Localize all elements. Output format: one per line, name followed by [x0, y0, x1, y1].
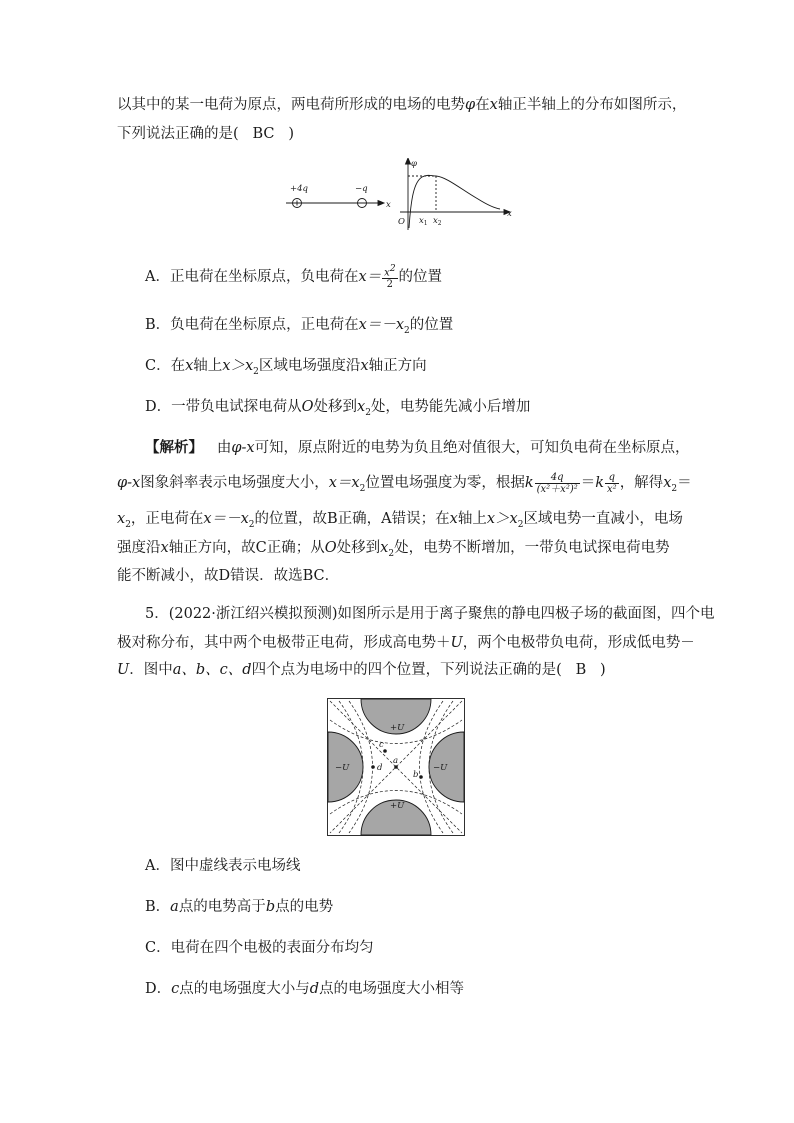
left-electrode-label: −U	[335, 763, 350, 773]
analysis-line-4	[117, 538, 670, 564]
analysis-text: 强度沿	[117, 540, 161, 556]
option-text: 点的电势	[275, 899, 334, 915]
analysis-line-3	[117, 509, 683, 535]
math: a	[170, 899, 179, 915]
x-symbol: x	[489, 97, 498, 113]
numerator: 4q	[535, 472, 580, 484]
q5-option-a	[145, 856, 300, 876]
origin-label: O	[398, 217, 405, 227]
subscript: 2	[365, 407, 371, 418]
option-text: 处，电势能先减小后增加	[370, 399, 531, 415]
option-text: 区域电场强度沿	[258, 358, 361, 374]
q5-stem-line-3	[117, 660, 606, 680]
q4-stem-line-2	[117, 124, 294, 144]
x-axis-label: x	[507, 209, 512, 219]
math: O	[301, 399, 314, 415]
math: O	[324, 540, 337, 556]
charge-axis-arrow-icon	[378, 201, 384, 206]
math: x＞x	[222, 358, 254, 374]
q4-stem-line-1	[117, 95, 686, 115]
analysis-text: 处移到	[336, 540, 381, 556]
numerator: $x^2$	[384, 264, 396, 279]
math: x	[449, 511, 458, 527]
analysis-text: ，正电荷在	[130, 511, 204, 527]
math: c	[171, 981, 180, 997]
top-electrode-label: +U	[390, 723, 405, 733]
phi-axis-label: φ	[411, 159, 417, 169]
math: x	[185, 358, 194, 374]
math: φ-x	[231, 440, 255, 456]
option-text: C．电荷在四个电极的表面分布均匀	[145, 940, 374, 956]
analysis-text: 轴上	[457, 511, 487, 527]
subscript: 2	[248, 519, 255, 530]
math: x	[357, 399, 366, 415]
math: x＞x	[486, 511, 518, 527]
math: ＝	[580, 475, 596, 491]
q4-option-d	[145, 397, 530, 423]
q5-stem-text: 5．(2022·浙江绍兴模拟预测)如图所示是用于离子聚焦的静电四极子场的截面图，四个电	[145, 606, 715, 622]
analysis-text: 轴正方向，故C正确；从	[168, 540, 325, 556]
phi-axis-arrow-icon	[406, 158, 411, 164]
subscript: 2	[359, 483, 366, 494]
denominator: x²	[607, 483, 617, 495]
subscript: 2	[253, 366, 259, 377]
math: x	[117, 511, 126, 527]
analysis-text: 位置电场强度为零，根据	[365, 475, 525, 491]
option-text: 处移到	[313, 399, 358, 415]
subscript: 2	[388, 548, 395, 559]
point-a-label: a	[393, 756, 399, 766]
option-text: B．	[145, 899, 171, 915]
point-d	[371, 765, 375, 769]
x2-label: $x_2$	[433, 216, 442, 227]
analysis-text: 的位置，故B正确，A错误；在	[254, 511, 450, 527]
option-text: D．	[145, 981, 172, 997]
point-b-label: b	[413, 770, 419, 780]
math: x＝－x	[203, 511, 249, 527]
phi-symbol: φ	[465, 97, 476, 113]
numerator: q	[605, 472, 619, 484]
q5-answer: B	[575, 662, 587, 678]
q4-stem-text: 在	[475, 97, 490, 113]
q5-stem-line-2	[117, 633, 695, 653]
charge-axis-label: x	[386, 200, 391, 210]
math: x	[360, 358, 369, 374]
q4-figure	[282, 158, 517, 230]
fraction	[382, 264, 397, 290]
denominator: 2	[386, 279, 394, 291]
q5-option-c	[145, 938, 374, 958]
q5-figure	[327, 698, 465, 836]
q5-stem-text: ．图中	[129, 662, 173, 678]
analysis-text: ＝	[677, 475, 692, 491]
right-electrode-label: −U	[433, 763, 448, 773]
q4-stem-text: 以其中的某一电荷为原点，两电荷所形成的电场的电势	[117, 97, 465, 113]
math: x	[663, 475, 672, 491]
q4-stem-text: 轴正半轴上的分布如图所示，	[497, 97, 687, 113]
point-c-label: c	[379, 740, 384, 750]
analysis-line-5	[117, 566, 339, 586]
q4-option-a	[145, 264, 442, 290]
option-text: 点的电场强度大小相等	[319, 981, 465, 997]
math: x＝－x	[358, 317, 405, 333]
q5-stem-line-1	[145, 604, 715, 624]
analysis-text: 可知，原点附近的电势为负且绝对值很大，可知负电荷在坐标原点，	[254, 440, 690, 456]
math: x	[380, 540, 389, 556]
analysis-text: ，解得	[619, 475, 664, 491]
math: U	[117, 662, 130, 678]
math: φ-x	[117, 475, 141, 491]
q5-stem-text: )	[600, 662, 606, 678]
analysis-text: 由	[216, 440, 232, 456]
denominator: (x²＋x²)²	[536, 483, 578, 495]
analysis-text: 图象斜率表示电场强度大小，	[140, 475, 329, 491]
charge-pos-label: +4q	[290, 184, 308, 194]
point-d-label: d	[377, 763, 383, 773]
fraction	[605, 472, 619, 495]
q5-stem-text: 极对称分布，其中两个电极带正电荷，形成高电势＋	[117, 635, 451, 651]
analysis-line-1	[145, 438, 690, 458]
charge-neg-label: −q	[355, 184, 368, 194]
q5-option-d	[145, 979, 464, 999]
option-text: C．在	[145, 358, 186, 374]
math: x＝	[358, 269, 382, 286]
math: d	[309, 981, 320, 997]
analysis-line-2	[117, 470, 692, 502]
math: x＝x	[328, 475, 360, 491]
q4-stem-text: )	[288, 126, 295, 142]
analysis-text: 处，电势不断增加，一带负电试探电荷电势	[394, 540, 670, 556]
option-text: 轴上	[193, 358, 223, 374]
option-text: B．负电荷在坐标原点，正电荷在	[145, 317, 359, 333]
analysis-tag: 【解析】	[145, 439, 203, 456]
q5-option-b	[145, 897, 333, 917]
q5-stem-text: ，两个电极带负电荷，形成低电势－	[462, 635, 695, 651]
q4-stem-text: 下列说法正确的是(	[117, 126, 239, 142]
q4-option-c	[145, 356, 427, 382]
option-text: 点的电场强度大小与	[179, 981, 310, 997]
point-b	[419, 775, 423, 779]
option-text: A．正电荷在坐标原点，负电荷在	[145, 269, 359, 286]
q4-option-b	[145, 315, 453, 341]
subscript: 2	[517, 519, 524, 530]
option-text: 的位置	[398, 269, 443, 286]
math: a、b、c、d	[172, 662, 252, 678]
option-text: A．图中虚线表示电场线	[145, 858, 301, 874]
x1-label: $x_1$	[419, 216, 428, 227]
q5-stem-text: 四个点为电场中的四个位置，下列说法正确的是(	[251, 662, 562, 678]
analysis-text: 能不断减小，故D错误．故选BC．	[117, 568, 340, 584]
q4-answer: BC	[252, 126, 275, 142]
math: k	[595, 475, 605, 491]
option-text: 轴正方向	[368, 358, 427, 374]
subscript: 2	[404, 325, 410, 336]
math: k	[524, 475, 534, 491]
bottom-electrode-label: +U	[390, 801, 405, 811]
analysis-text: 区域电势一直减小，电场	[523, 511, 683, 527]
subscript: 2	[671, 483, 678, 494]
option-text: D．一带负电试探电荷从	[145, 399, 302, 415]
option-text: 的位置	[409, 317, 454, 333]
fraction	[535, 472, 580, 495]
math: x	[160, 540, 169, 556]
math: U	[450, 635, 463, 651]
subscript: 2	[125, 519, 131, 530]
option-text: 点的电势高于	[178, 899, 266, 915]
math: b	[265, 899, 276, 915]
